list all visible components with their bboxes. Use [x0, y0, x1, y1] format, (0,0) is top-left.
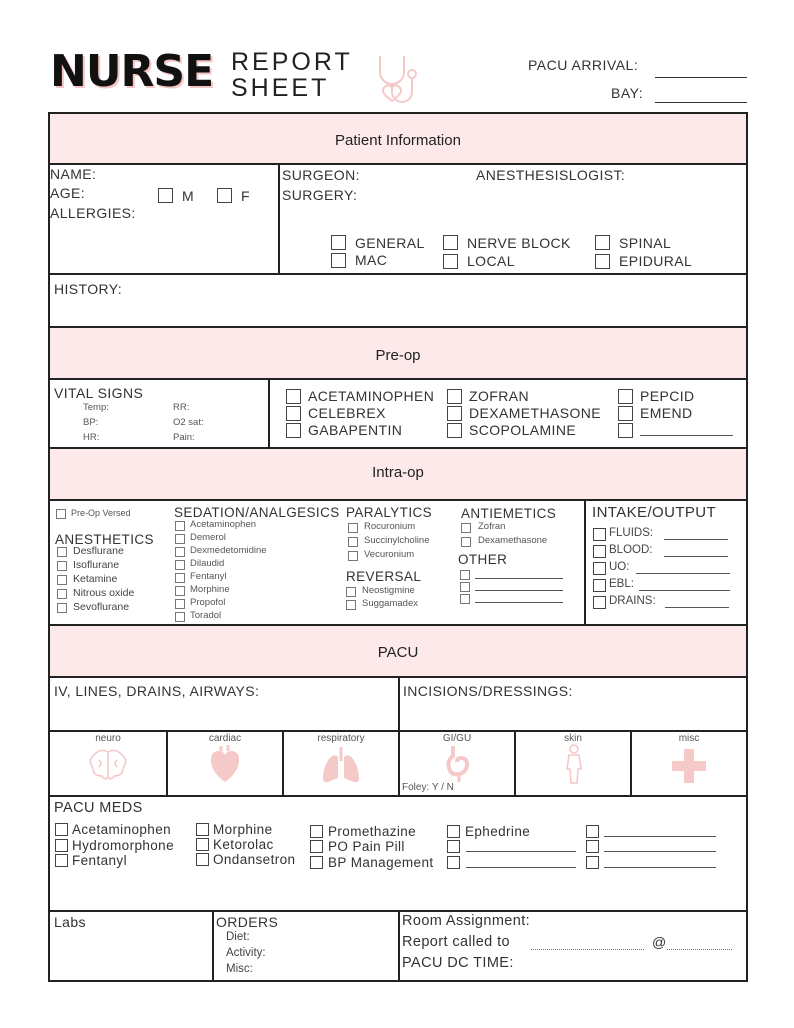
- io-checkbox[interactable]: [593, 545, 606, 558]
- antiemetic-label: Dexamethasone: [478, 535, 548, 546]
- pacu-med-other-checkbox[interactable]: [586, 825, 599, 838]
- io-checkbox[interactable]: [593, 579, 606, 592]
- preop-med-label: DEXAMETHASONE: [469, 405, 601, 421]
- preop-med-checkbox[interactable]: [447, 406, 462, 421]
- anesthesia-mac-checkbox[interactable]: [331, 253, 346, 268]
- sex-m-checkbox[interactable]: [158, 188, 173, 203]
- paralytic-label: Succinylcholine: [364, 535, 430, 546]
- io-checkbox[interactable]: [593, 528, 606, 541]
- preop-versed-checkbox[interactable]: [56, 509, 66, 519]
- surgeon-label[interactable]: SURGEON:: [282, 167, 360, 183]
- pacu-med-checkbox[interactable]: [55, 823, 68, 836]
- bay-label: BAY:: [611, 85, 644, 101]
- system-cardiac-label: cardiac: [208, 733, 242, 744]
- sedation-checkbox[interactable]: [175, 534, 185, 544]
- band-intraop: [50, 447, 746, 501]
- io-field[interactable]: [665, 607, 729, 608]
- room-assignment-label[interactable]: Room Assignment:: [402, 913, 531, 929]
- vital-rr[interactable]: RR:: [173, 402, 190, 413]
- system-respiratory-label: respiratory: [317, 733, 365, 744]
- io-label: EBL:: [609, 578, 634, 590]
- title-nurse: NURSE: [50, 46, 214, 97]
- pacu-med-other-checkbox[interactable]: [447, 856, 460, 869]
- sedation-label: Morphine: [190, 584, 230, 595]
- io-label: DRAINS:: [609, 595, 656, 607]
- preop-med-checkbox[interactable]: [447, 389, 462, 404]
- sedation-checkbox[interactable]: [175, 586, 185, 596]
- history-label[interactable]: HISTORY:: [54, 281, 123, 297]
- preop-med-checkbox[interactable]: [286, 389, 301, 404]
- band-label: Patient Information: [335, 132, 461, 149]
- anesthetic-label: Ketamine: [73, 573, 118, 585]
- stethoscope-icon: [372, 50, 422, 110]
- pacu-med-other-checkbox[interactable]: [447, 840, 460, 853]
- pacu-med-other-checkbox[interactable]: [586, 840, 599, 853]
- pacu-med-other-field[interactable]: [466, 851, 576, 852]
- other-field[interactable]: [475, 590, 563, 591]
- title-report-sheet: [231, 49, 353, 101]
- preop-med-label: EMEND: [640, 405, 693, 421]
- other-checkbox[interactable]: [460, 594, 470, 604]
- band-label: PACU: [377, 644, 419, 661]
- pacu-med-checkbox[interactable]: [310, 825, 323, 838]
- divider: [48, 795, 748, 797]
- age-label[interactable]: AGE:: [50, 185, 86, 201]
- divider: [584, 501, 586, 625]
- heart-organ-icon: [208, 744, 242, 784]
- anesthetic-checkbox[interactable]: [57, 547, 67, 557]
- anesthesia-epidural-label: EPIDURAL: [619, 253, 693, 269]
- preop-med-label: GABAPENTIN: [308, 422, 403, 438]
- preop-med-checkbox[interactable]: [286, 406, 301, 421]
- sedation-checkbox[interactable]: [175, 521, 185, 531]
- sedation-checkbox[interactable]: [175, 612, 185, 622]
- anesthesia-local-checkbox[interactable]: [443, 254, 458, 269]
- anesthesia-mac-label: MAC: [355, 252, 388, 268]
- pacu-med-label: Acetaminophen: [72, 822, 172, 837]
- medical-cross-icon: [672, 749, 706, 783]
- pacu-med-checkbox[interactable]: [196, 853, 209, 866]
- pacu-med-checkbox[interactable]: [196, 823, 209, 836]
- anesthetic-checkbox[interactable]: [57, 589, 67, 599]
- band-label: Intra-op: [372, 464, 424, 481]
- pacu-med-other-field[interactable]: [604, 867, 716, 868]
- band-patient-information: [50, 114, 746, 165]
- pacu-meds-title: PACU MEDS: [54, 800, 143, 816]
- anesthesia-nerve-block-label: NERVE BLOCK: [467, 235, 571, 251]
- pacu-med-label: Ephedrine: [465, 824, 531, 839]
- orders-title: ORDERS: [216, 914, 279, 930]
- vital-temp[interactable]: Temp:: [83, 402, 109, 413]
- pacu-med-label: PO Pain Pill: [328, 839, 405, 854]
- anesthesia-spinal-checkbox[interactable]: [595, 235, 610, 250]
- other-field[interactable]: [475, 578, 563, 579]
- vital-o2-sat[interactable]: O2 sat:: [173, 417, 204, 428]
- sedation-label: Dilaudid: [190, 558, 225, 569]
- antiemetics-title: ANTIEMETICS: [461, 506, 557, 521]
- paralytic-checkbox[interactable]: [348, 537, 358, 547]
- io-label: BLOOD:: [609, 544, 653, 556]
- pacu-arrival-field[interactable]: [655, 77, 747, 78]
- io-label: UO:: [609, 561, 630, 573]
- divider: [278, 165, 280, 273]
- io-checkbox[interactable]: [593, 596, 606, 609]
- reversal-label: Suggamadex: [362, 598, 418, 609]
- reversal-label: Neostigmine: [362, 585, 415, 596]
- other-checkbox[interactable]: [460, 570, 470, 580]
- preop-med-label: SCOPOLAMINE: [469, 422, 577, 438]
- anesthetic-label: Sevoflurane: [73, 601, 130, 613]
- reversal-checkbox[interactable]: [346, 600, 356, 610]
- pacu-med-label: Fentanyl: [72, 853, 127, 868]
- title-line-report: REPORT: [231, 48, 353, 76]
- report-called-at-field[interactable]: [667, 949, 732, 950]
- pacu-dc-time-label[interactable]: PACU DC TIME:: [402, 955, 514, 971]
- sedation-title: SEDATION/ANALGESICS: [174, 505, 340, 520]
- pacu-med-other-field[interactable]: [604, 836, 716, 837]
- sedation-label: Propofol: [190, 597, 226, 608]
- band-pacu: [50, 624, 746, 678]
- io-checkbox[interactable]: [593, 562, 606, 575]
- sedation-label: Dexmedetomidine: [190, 545, 267, 556]
- orders-activity[interactable]: Activity:: [226, 947, 266, 959]
- pacu-med-other-field[interactable]: [604, 851, 716, 852]
- sedation-label: Fentanyl: [190, 571, 227, 582]
- anesthesiologist-label[interactable]: ANESTHESISLOGIST:: [476, 167, 626, 183]
- preop-med-checkbox[interactable]: [618, 389, 633, 404]
- system-skin-label: skin: [564, 733, 582, 744]
- anesthetic-checkbox[interactable]: [57, 561, 67, 571]
- intake-output-title: INTAKE/OUTPUT: [592, 504, 717, 521]
- sedation-label: Acetaminophen: [190, 519, 257, 530]
- preop-med-label: ACETAMINOPHEN: [308, 388, 435, 404]
- paralytic-label: Rocuronium: [364, 521, 416, 532]
- vital-hr[interactable]: HR:: [83, 432, 100, 443]
- other-field[interactable]: [475, 602, 563, 603]
- sedation-checkbox[interactable]: [175, 599, 185, 609]
- system-gigu-label: GI/GU: [442, 733, 472, 744]
- vital-pain[interactable]: Pain:: [173, 432, 195, 443]
- pacu-med-label: Ondansetron: [213, 852, 296, 867]
- sedation-checkbox[interactable]: [175, 560, 185, 570]
- pacu-med-label: Morphine: [213, 822, 273, 837]
- labs-label[interactable]: Labs: [54, 914, 86, 930]
- pacu-med-label: Ketorolac: [213, 837, 274, 852]
- antiemetic-label: Zofran: [478, 521, 506, 532]
- name-label[interactable]: NAME:: [50, 166, 97, 182]
- pacu-med-checkbox[interactable]: [447, 825, 460, 838]
- anesthesia-general-checkbox[interactable]: [331, 235, 346, 250]
- other-title: OTHER: [458, 552, 508, 567]
- preop-med-other-field[interactable]: [640, 435, 733, 436]
- sedation-checkbox[interactable]: [175, 547, 185, 557]
- pacu-med-checkbox[interactable]: [55, 839, 68, 852]
- pacu-med-other-field[interactable]: [466, 867, 576, 868]
- io-field[interactable]: [639, 590, 730, 591]
- allergies-label[interactable]: ALLERGIES:: [50, 205, 136, 221]
- pacu-med-label: Promethazine: [328, 824, 417, 839]
- system-neuro-label: neuro: [95, 733, 121, 744]
- pacu-med-checkbox[interactable]: [310, 840, 323, 853]
- sex-f-checkbox[interactable]: [217, 188, 232, 203]
- anesthetic-checkbox[interactable]: [57, 575, 67, 585]
- divider: [48, 730, 748, 732]
- pacu-med-checkbox[interactable]: [310, 856, 323, 869]
- band-preop: [50, 326, 746, 380]
- title-line-sheet: SHEET: [231, 74, 330, 102]
- pacu-med-checkbox[interactable]: [55, 854, 68, 867]
- divider: [48, 273, 748, 275]
- sex-m-label: M: [182, 188, 195, 204]
- anesthesia-epidural-checkbox[interactable]: [595, 254, 610, 269]
- divider: [398, 911, 400, 980]
- bay-field[interactable]: [655, 102, 747, 103]
- preop-versed-label: Pre-Op Versed: [71, 508, 131, 518]
- io-field[interactable]: [664, 539, 728, 540]
- report-called-to-field[interactable]: [531, 949, 644, 950]
- anesthetics-title: ANESTHETICS: [55, 532, 154, 547]
- antiemetic-checkbox[interactable]: [461, 537, 471, 547]
- io-field[interactable]: [664, 556, 728, 557]
- anesthetic-label: Desflurane: [73, 545, 124, 557]
- foley-label[interactable]: Foley: Y / N: [402, 782, 454, 793]
- preop-med-checkbox[interactable]: [447, 423, 462, 438]
- divider: [268, 380, 270, 448]
- brain-icon: [85, 748, 131, 784]
- paralytic-checkbox[interactable]: [348, 551, 358, 561]
- preop-med-label: ZOFRAN: [469, 388, 529, 404]
- antiemetic-checkbox[interactable]: [461, 523, 471, 533]
- anesthesia-local-label: LOCAL: [467, 253, 515, 269]
- sedation-label: Demerol: [190, 532, 226, 543]
- other-checkbox[interactable]: [460, 582, 470, 592]
- sex-f-label: F: [241, 188, 250, 204]
- pacu-med-checkbox[interactable]: [196, 838, 209, 851]
- reversal-checkbox[interactable]: [346, 587, 356, 597]
- stomach-icon: [443, 744, 471, 784]
- sedation-label: Toradol: [190, 610, 222, 621]
- vital-signs-title: VITAL SIGNS: [54, 385, 144, 401]
- preop-med-checkbox[interactable]: [618, 406, 633, 421]
- preop-med-checkbox[interactable]: [286, 423, 301, 438]
- io-field[interactable]: [636, 573, 730, 574]
- orders-misc[interactable]: Misc:: [226, 963, 253, 975]
- orders-diet[interactable]: Diet:: [226, 931, 250, 943]
- paralytic-label: Vecuronium: [364, 549, 415, 560]
- pacu-med-label: BP Management: [328, 855, 434, 870]
- preop-med-label: CELEBREX: [308, 405, 386, 421]
- report-called-label: Report called to: [402, 934, 510, 950]
- anesthetic-label: Nitrous oxide: [73, 587, 135, 599]
- system-misc-label: misc: [678, 733, 700, 744]
- at-symbol: @: [652, 934, 667, 950]
- paralytics-title: PARALYTICS: [346, 505, 433, 520]
- preop-med-other-checkbox[interactable]: [618, 423, 633, 438]
- vital-bp[interactable]: BP:: [83, 417, 99, 428]
- anesthesia-general-label: GENERAL: [355, 235, 425, 251]
- band-label: Pre-op: [375, 347, 421, 364]
- sedation-checkbox[interactable]: [175, 573, 185, 583]
- person-icon: [564, 744, 584, 784]
- lines-drains-label[interactable]: IV, LINES, DRAINS, AIRWAYS:: [54, 683, 260, 699]
- lungs-icon: [320, 745, 362, 785]
- divider: [212, 911, 214, 980]
- pacu-med-label: Hydromorphone: [72, 838, 175, 853]
- anesthesia-spinal-label: SPINAL: [619, 235, 672, 251]
- reversal-title: REVERSAL: [346, 569, 422, 584]
- surgery-label[interactable]: SURGERY:: [282, 187, 358, 203]
- paralytic-checkbox[interactable]: [348, 523, 358, 533]
- io-label: FLUIDS:: [609, 527, 654, 539]
- preop-med-label: PEPCID: [640, 388, 695, 404]
- pacu-arrival-label: PACU ARRIVAL:: [528, 57, 639, 73]
- pacu-med-other-checkbox[interactable]: [586, 856, 599, 869]
- anesthesia-nerve-block-checkbox[interactable]: [443, 235, 458, 250]
- anesthetic-checkbox[interactable]: [57, 603, 67, 613]
- anesthetic-label: Isoflurane: [73, 559, 120, 571]
- incisions-dressings-label[interactable]: INCISIONS/DRESSINGS:: [403, 683, 573, 699]
